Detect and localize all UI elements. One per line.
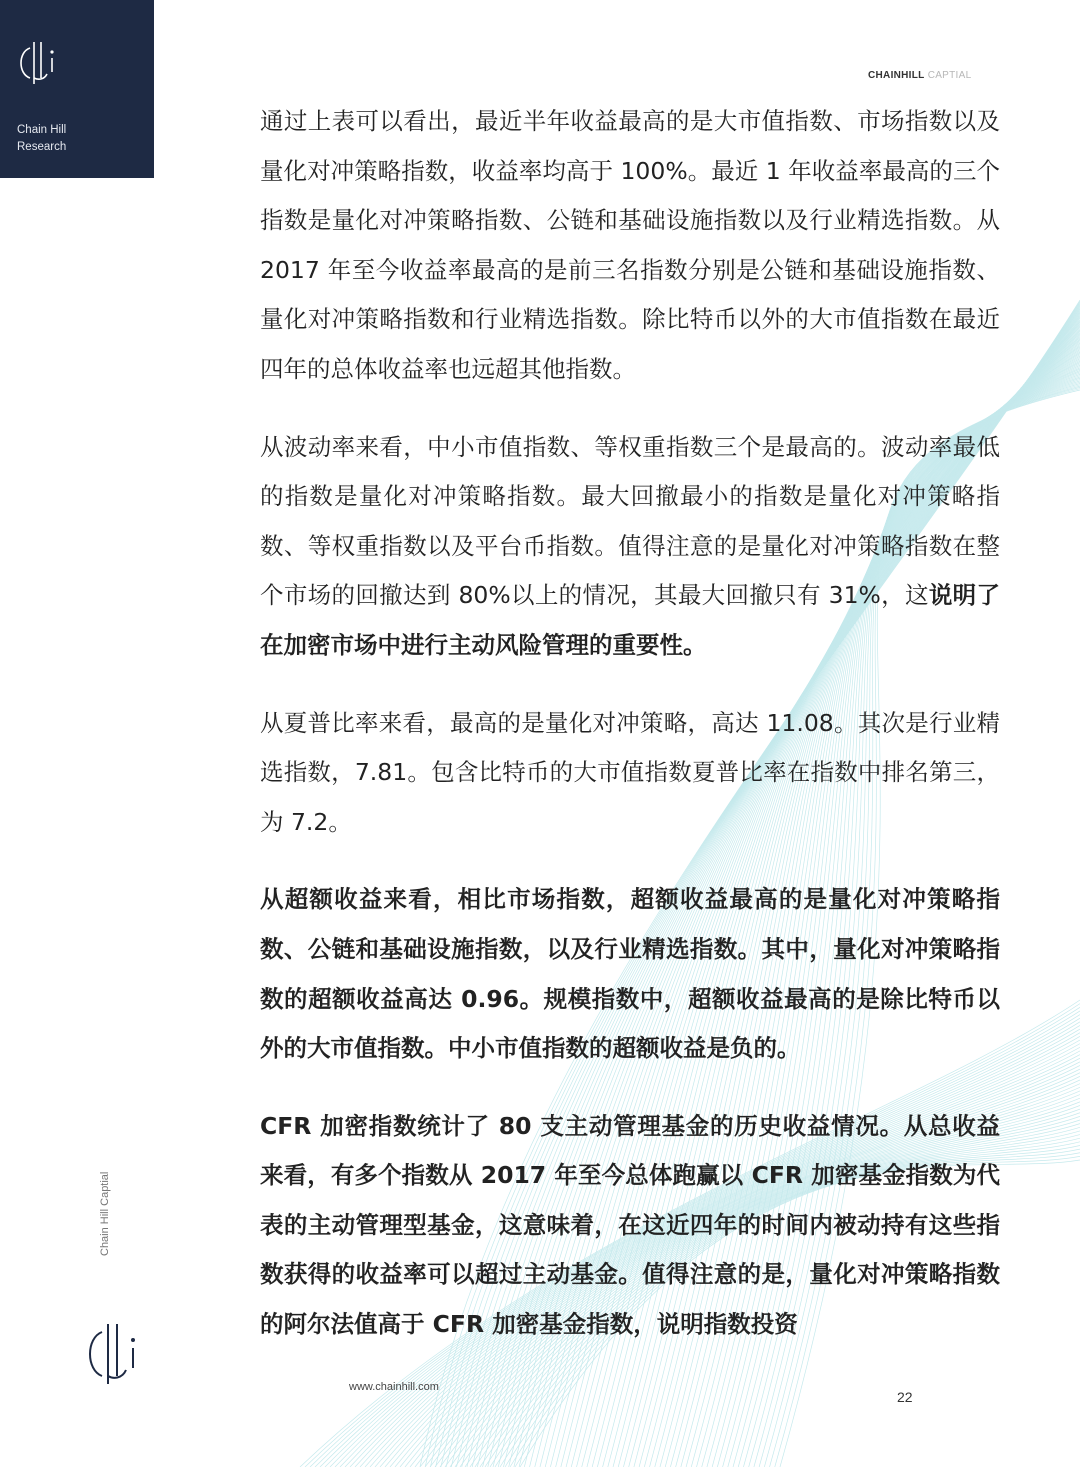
chainhill-logo-icon bbox=[14, 38, 62, 88]
paragraph-sharpe bbox=[260, 699, 1000, 848]
corner-brand-text bbox=[17, 122, 66, 156]
paragraph-returns bbox=[260, 97, 1000, 395]
corner-brand-block bbox=[0, 0, 154, 178]
corner-line-2: Research bbox=[17, 141, 67, 153]
side-vertical-label: Chain Hill Captial bbox=[99, 1171, 111, 1256]
brand-name-part1: CHAINHILL bbox=[868, 70, 925, 81]
paragraph-text: 通过上表可以看出，最近半年收益最高的是大市值指数、市场指数以及量化对冲策略指数，收益率均高于 100%。最近 1 年收益率最高的三个指数是量化对冲策略指数、公链和基础设施指数以及行业精选指数。从 2017 年至今收益率最高的是前三名指数分别是公链和基础设施指数、量化对冲策略指数和行业精选指数。除比特币以外的大市值指数在最近四年的总体收益率也远超其他指数。 bbox=[260, 107, 1000, 383]
paragraph-text: 从夏普比率来看，最高的是量化对冲策略，高达 11.08。其次是行业精选指数，7.81。包含比特币的大市值指数夏普比率在指数中排名第三，为 7.2。 bbox=[260, 708, 1000, 836]
footer-website-url: www.chainhill.com bbox=[349, 1381, 439, 1393]
corner-line-1: Chain Hill bbox=[17, 124, 67, 136]
paragraph-cfr-index bbox=[260, 1102, 1000, 1350]
chainhill-footer-logo-icon bbox=[80, 1318, 146, 1390]
paragraph-bold-text: CFR 加密指数统计了 80 支主动管理基金的历史收益情况。从总收益来看，有多个指数从 2017 年至今总体跑赢以 CFR 加密基金指数为代表的主动管理型基金，这意味着，在这近四年的时间内被动持有这些指数获得的收益率可以超过主动基金。值得注意的是，量化对冲策略指数的阿尔法值高于 CFR 加密基金指数，说明指数投资 bbox=[260, 1111, 1000, 1339]
paragraph-text: 从波动率来看，中小市值指数、等权重指数三个是最高的。波动率最低的指数是量化对冲策略指数。最大回撤最小的指数是量化对冲策略指数、等权重指数以及平台币指数。值得注意的是量化对冲策略指数在整个市场的回撤达到 80%以上的情况，其最大回撤只有 31%，这 bbox=[260, 432, 1000, 610]
main-content bbox=[260, 97, 1000, 1378]
top-brand-label bbox=[868, 70, 971, 81]
brand-name-part2: CAPTIAL bbox=[927, 70, 972, 81]
paragraph-excess-return bbox=[260, 875, 1000, 1073]
paragraph-bold-text: 从超额收益来看，相比市场指数，超额收益最高的是量化对冲策略指数、公链和基础设施指数，以及行业精选指数。其中，量化对冲策略指数的超额收益高达 0.96。规模指数中，超额收益最高的是除比特币以外的大市值指数。中小市值指数的超额收益是负的。 bbox=[260, 885, 1000, 1063]
paragraph-bold-text: 说明了在加密市场中进行主动风险管理的重要性。 bbox=[260, 581, 1001, 659]
paragraph-volatility bbox=[260, 423, 1000, 671]
page-number: 22 bbox=[897, 1389, 913, 1405]
